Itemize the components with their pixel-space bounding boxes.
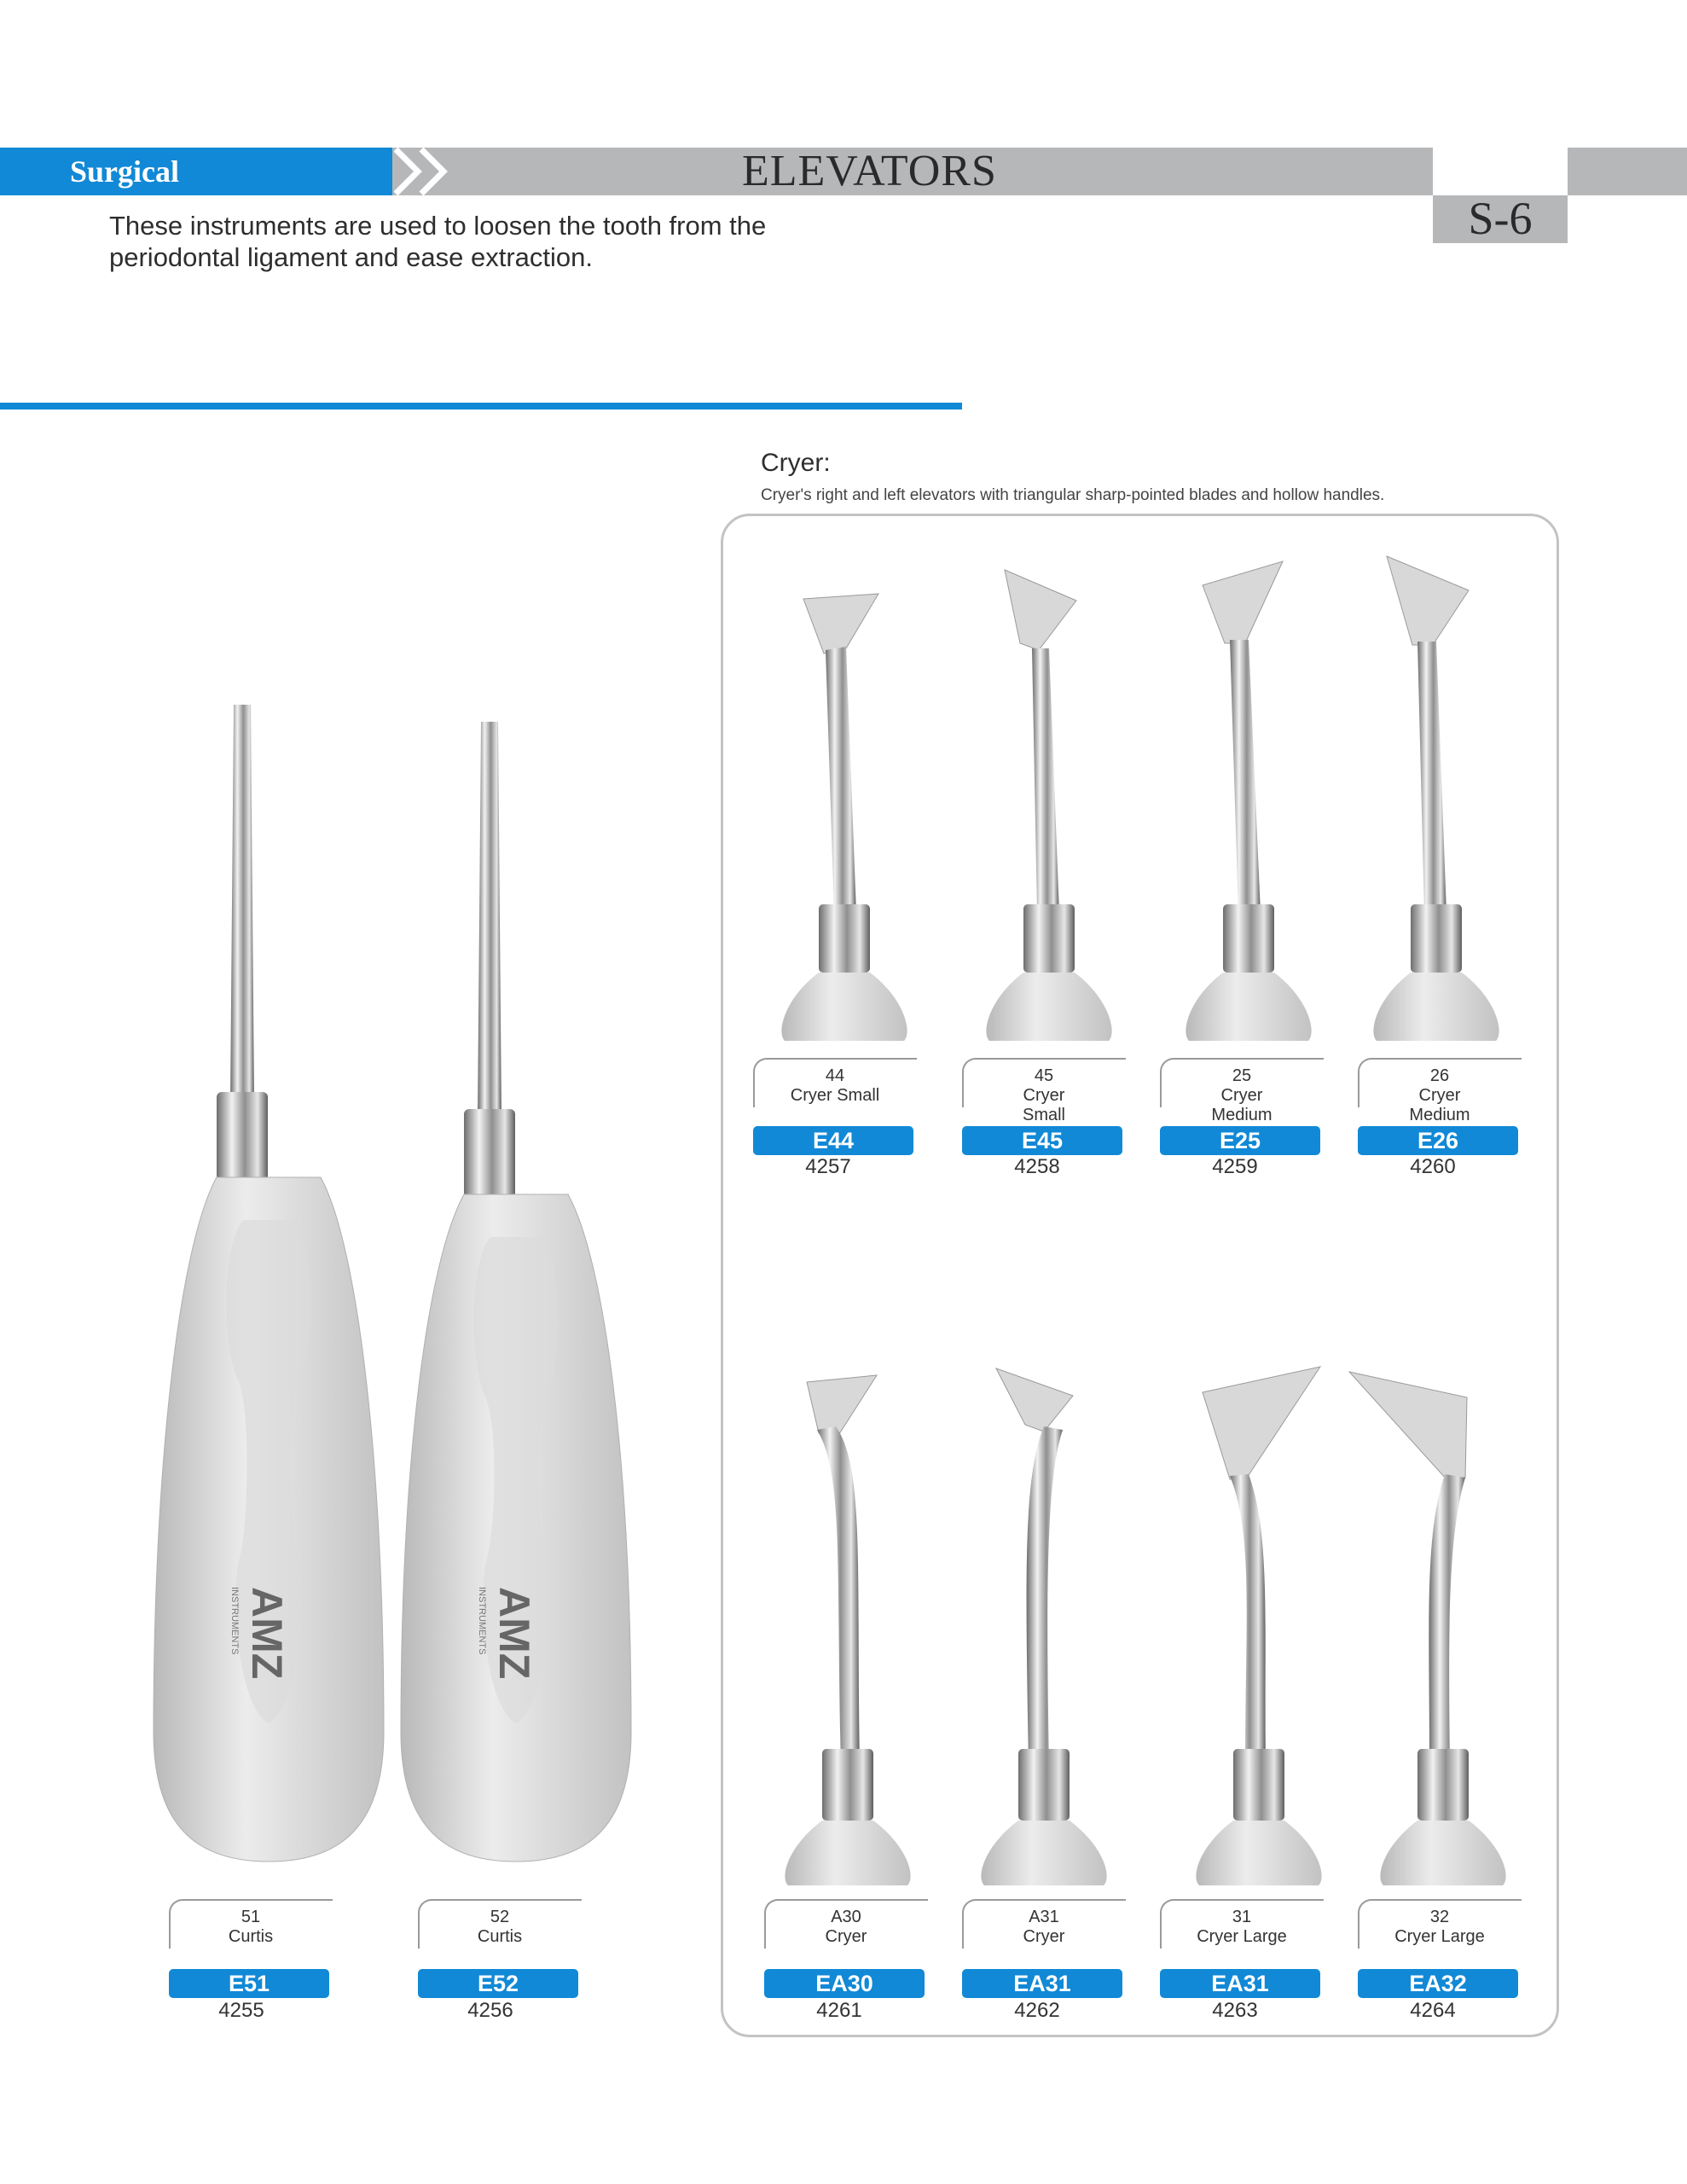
cryer-ea31-image [981, 1368, 1106, 1885]
section-label: Surgical [70, 154, 180, 189]
cryer-e26-image [1373, 556, 1499, 1041]
cryer-ea31-large-image [1196, 1367, 1321, 1885]
product-name: Cryer Medium [1211, 1086, 1272, 1124]
header-band-right [1568, 148, 1687, 195]
product-number: 4262 [1014, 1999, 1060, 2022]
product-pattern: 26 [1429, 1066, 1450, 1085]
product-name: Cryer Small [790, 1086, 880, 1105]
cryer-e25-image [1186, 561, 1311, 1041]
product-number: 4260 [1410, 1155, 1456, 1178]
product-code-badge: E25 [1160, 1126, 1320, 1155]
product-code-badge: E45 [962, 1126, 1122, 1155]
product-code-badge: EA31 [1160, 1969, 1320, 1998]
product-number: 4258 [1014, 1155, 1060, 1178]
curtis-elevator-52-image [392, 717, 640, 1868]
product-name: Cryer Large [1394, 1927, 1485, 1946]
section-tab [0, 148, 392, 195]
product-number: 4264 [1410, 1999, 1456, 2022]
intro-text: These instruments are used to loosen the tooth from the periodontal ligament and ease extraction. [109, 211, 767, 272]
brand-logo-sub: INSTRUMENTS [229, 1587, 240, 1655]
curtis-elevator-51-image [145, 700, 392, 1868]
product-code-badge: EA31 [962, 1969, 1122, 1998]
product-number: 4255 [218, 1999, 264, 2022]
cryer-row2-images [751, 1365, 1535, 1885]
product-code-badge: E44 [753, 1126, 913, 1155]
cryer-e45-image [986, 570, 1111, 1041]
product-pattern: 44 [825, 1066, 845, 1085]
product-pattern: A31 [1029, 1908, 1059, 1926]
product-number: 4261 [816, 1999, 862, 2022]
product-pattern: 51 [241, 1908, 261, 1926]
brand-logo: AMZ [243, 1587, 291, 1680]
product-name: Cryer Medium [1409, 1086, 1470, 1124]
product-code-badge: EA30 [764, 1969, 925, 1998]
chevron-arrows-icon [394, 148, 479, 195]
cryer-title: Cryer: [761, 449, 831, 477]
divider-rule [0, 403, 962, 410]
product-pattern: 45 [1034, 1066, 1054, 1085]
product-pattern: A30 [831, 1908, 861, 1926]
product-number: 4256 [467, 1999, 513, 2022]
product-code-badge: E52 [418, 1969, 578, 1998]
product-number: 4259 [1212, 1155, 1258, 1178]
product-name: Cryer Large [1197, 1927, 1287, 1946]
product-number: 4263 [1212, 1999, 1258, 2022]
cryer-ea30-image [785, 1375, 910, 1885]
product-pattern: 25 [1232, 1066, 1252, 1085]
product-code-badge: E26 [1358, 1126, 1518, 1155]
product-pattern: 31 [1232, 1908, 1252, 1926]
cryer-ea32-image [1349, 1372, 1506, 1885]
product-code-badge: E51 [169, 1969, 329, 1998]
product-code-badge: EA32 [1358, 1969, 1518, 1998]
brand-logo: AMZ [490, 1587, 538, 1680]
page-code: S-6 [1468, 193, 1533, 244]
product-name: Cryer [1023, 1927, 1065, 1946]
product-pattern: 32 [1429, 1908, 1450, 1926]
product-name: Cryer [825, 1927, 867, 1946]
product-number: 4257 [805, 1155, 851, 1178]
product-name: Cryer Small [1022, 1086, 1065, 1124]
product-name: Curtis [228, 1927, 274, 1946]
product-pattern: 52 [490, 1908, 510, 1926]
brand-logo-sub: INSTRUMENTS [477, 1587, 487, 1655]
product-name: Curtis [477, 1927, 523, 1946]
cryer-e44-image [781, 594, 907, 1041]
cryer-row1-images [751, 555, 1535, 1041]
cryer-description: Cryer's right and left elevators with triangular sharp-pointed blades and hollow handles. [761, 486, 1385, 504]
page-title: ELEVATORS [742, 147, 997, 195]
